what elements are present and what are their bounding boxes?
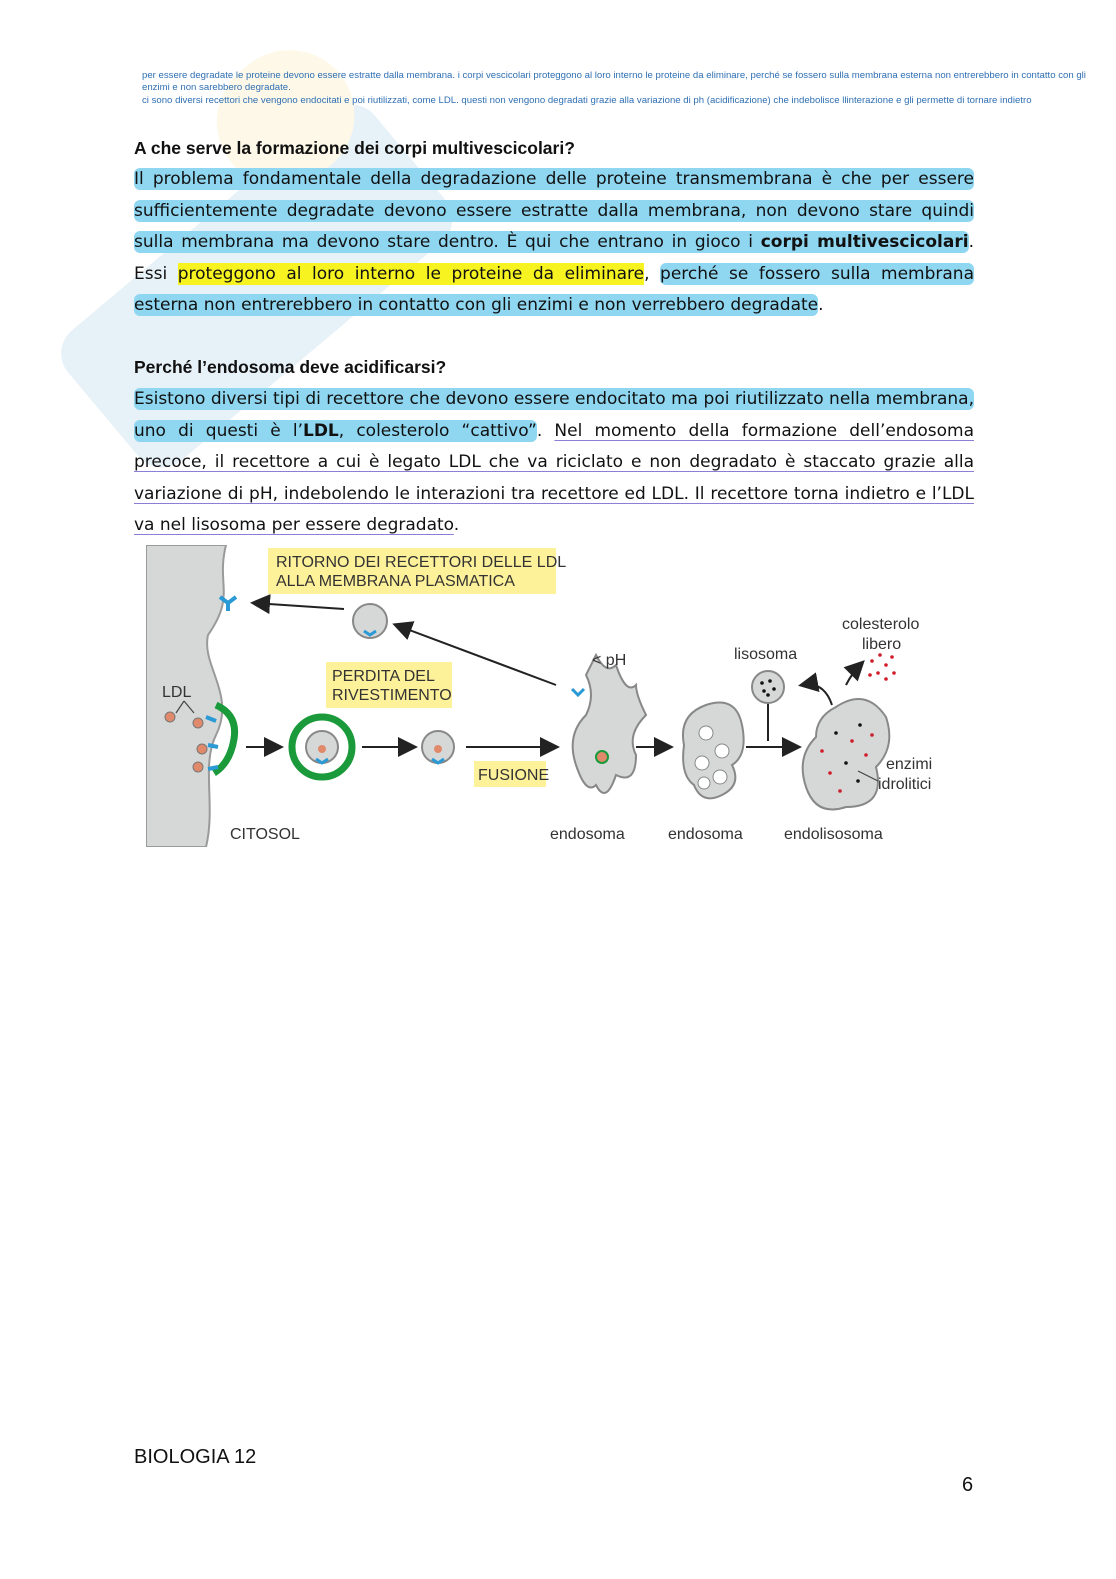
highlight-blue: perché se fossero sulla membrana esterna non entrerebbero in contatto con gli enzimi e non verrebbero degradate	[134, 263, 975, 315]
label-ldl: LDL	[162, 684, 192, 701]
label-endolisosoma: endolisosoma	[784, 826, 883, 843]
text: Il problema fondamentale della degradazione delle proteine transmembrana è che per essere sufficientemente degradate devono essere estratte dalla membrana, non devono stare quindi sulla membrana ma devono stare dentro. È qui che entrano in gioco i	[134, 169, 974, 252]
text: Essi	[134, 263, 178, 284]
text: .	[818, 295, 824, 315]
handwritten-notes	[142, 70, 1092, 107]
underlined-text: Nel momento della formazione dell’endosoma precoce, il recettore a cui è legato LDL che va riciclato e non degradato è staccato grazie alla variazione di pH, indebolendo le interazioni tra recettore ed LDL. Il recettore torna indietro e l’LDL va nel lisosoma per essere degradato	[134, 420, 975, 535]
note-line: ci sono diversi recettori che vengono endocitati e poi riutilizzati, come LDL. questi non vengono degradati grazie alla variazione di ph (acidificazione) che indebolisce llinterazione e gli permette di tornare indietro	[142, 94, 1032, 106]
late-endosome	[683, 703, 744, 799]
free-cholesterol	[868, 653, 896, 681]
uncoated-vesicle	[422, 731, 454, 763]
label-return-1: RITORNO DEI RECETTORI DELLE LDL	[276, 554, 567, 571]
lysosome	[752, 671, 784, 703]
label-fusion: FUSIONE	[478, 767, 550, 784]
highlight-blue	[134, 168, 974, 253]
text: .	[453, 515, 460, 535]
paragraph	[134, 164, 974, 322]
label-return-2: ALLA MEMBRANA PLASMATICA	[276, 573, 515, 590]
label-coat-1: PERDITA DEL	[332, 668, 435, 685]
page-number: 6	[962, 1474, 974, 1496]
note-line: per essere degradate le proteine devono essere estratte dalla membrana. i corpi vescicolari proteggono al loro interno le proteine da eliminare, perché se fossero sulla membrana esterna non entrerebbero in contatto con gli enzimi e non sarebbero degradate.	[142, 70, 1086, 94]
coated-vesicle	[292, 717, 352, 777]
course-footer: BIOLOGIA 12	[134, 1446, 257, 1468]
section-heading: Perché l’endosoma deve acidificarsi?	[134, 357, 447, 377]
text: .	[968, 232, 974, 252]
section-heading: A che serve la formazione dei corpi multivescicolari?	[134, 138, 575, 158]
label-lisosoma: lisosoma	[734, 646, 798, 663]
text: ,	[644, 263, 661, 284]
label-ph: < pH	[592, 652, 627, 669]
label-enzimi-1: enzimi	[886, 756, 933, 773]
label-coat-2: RIVESTIMENTO	[332, 687, 452, 704]
endocytosis-diagram	[146, 545, 946, 847]
endolysosome	[803, 699, 890, 810]
text: .	[536, 420, 555, 441]
text: Esistono diversi tipi di recettore che devono essere endocitato ma poi riutilizzato nella membrana, uno di questi è l’	[134, 389, 974, 441]
label-enzimi-2: idrolitici	[878, 776, 932, 793]
label-colesterolo-1: colesterolo	[842, 616, 920, 633]
label-citosol: CITOSOL	[230, 826, 300, 843]
bold-term: corpi multivescicolari	[760, 232, 969, 252]
early-endosome	[572, 655, 646, 793]
label-colesterolo-2: libero	[862, 636, 902, 653]
recycling-vesicle	[353, 604, 387, 638]
bold-term: LDL	[302, 420, 339, 441]
paragraph	[134, 384, 974, 542]
text: , colesterolo “cattivo”	[338, 420, 537, 441]
label-endosoma-late: endosoma	[668, 826, 743, 843]
highlight-yellow: proteggono al loro interno le proteine da eliminare	[177, 263, 645, 284]
label-endosoma-early: endosoma	[550, 826, 625, 843]
